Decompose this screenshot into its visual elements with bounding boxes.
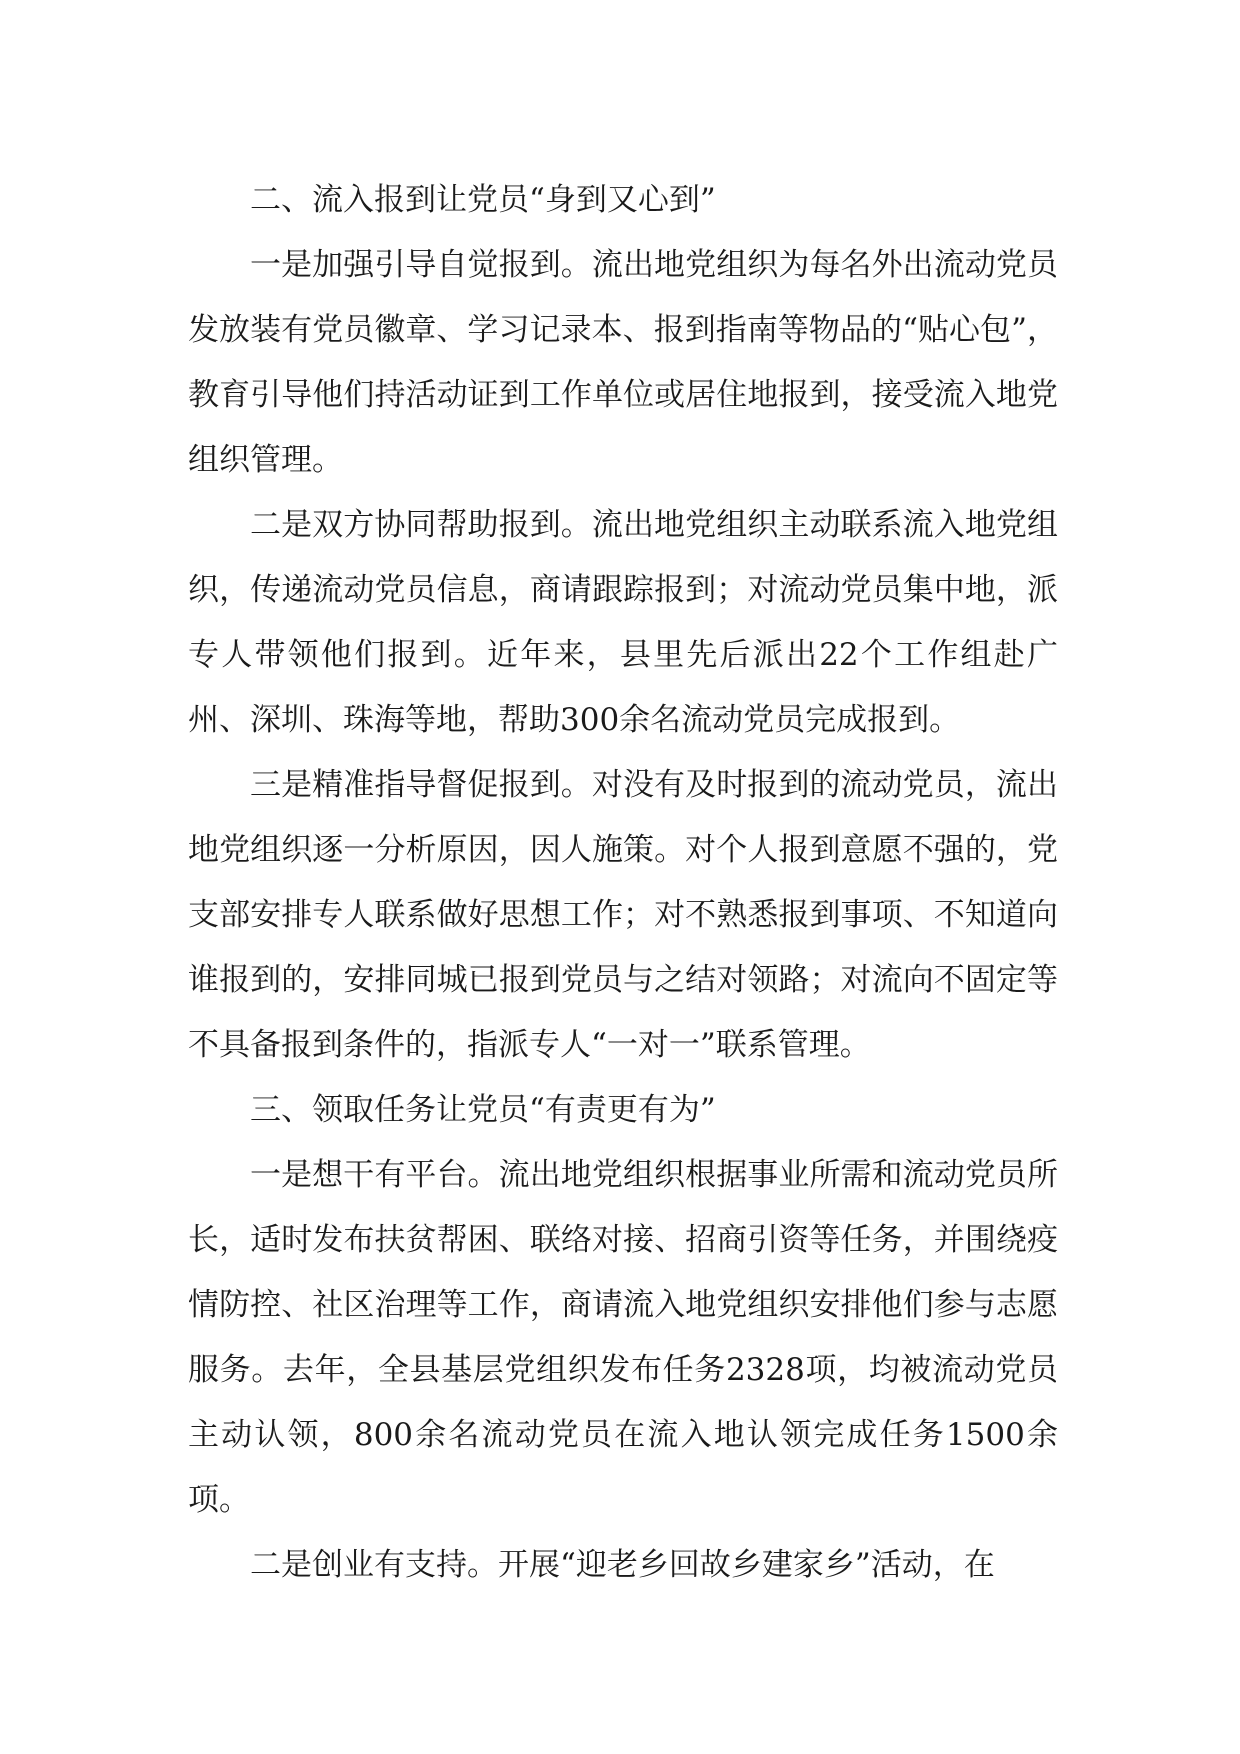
paragraph: 一是加强引导自觉报到。流出地党组织为每名外出流动党员发放装有党员徽章、学习记录本、报到指南等物品的“贴心包”，教育引导他们持活动证到工作单位或居住地报到，接受流入地党组织管理。 bbox=[188, 247, 1058, 478]
paragraph: 三是精准指导督促报到。对没有及时报到的流动党员，流出地党组织逐一分析原因，因人施策。对个人报到意愿不强的，党支部安排专人联系做好思想工作；对不熟悉报到事项、不知道向谁报到的，安排同城已报到党员与之结对领路；对流向不固定等不具备报到条件的，指派专人“一对一”联系管理。 bbox=[188, 767, 1058, 1063]
paragraph: 二是双方协同帮助报到。流出地党组织主动联系流入地党组织，传递流动党员信息，商请跟踪报到；对流动党员集中地，派专人带领他们报到。近年来，县里先后派出22个工作组赴广州、深圳、珠海等地，帮助300余名流动党员完成报到。 bbox=[188, 507, 1058, 738]
section-heading: 三、领取任务让党员“有责更有为” bbox=[250, 1092, 716, 1128]
section-heading: 二、流入报到让党员“身到又心到” bbox=[250, 182, 716, 218]
document-body bbox=[188, 168, 1058, 1598]
paragraph: 二是创业有支持。开展“迎老乡回故乡建家乡”活动，在 bbox=[250, 1547, 995, 1583]
paragraph: 一是想干有平台。流出地党组织根据事业所需和流动党员所长，适时发布扶贫帮困、联络对接、招商引资等任务，并围绕疫情防控、社区治理等工作，商请流入地党组织安排他们参与志愿服务。去年，全县基层党组织发布任务2328项，均被流动党员主动认领，800余名流动党员在流入地认领完成任务1500余项。 bbox=[188, 1157, 1058, 1518]
